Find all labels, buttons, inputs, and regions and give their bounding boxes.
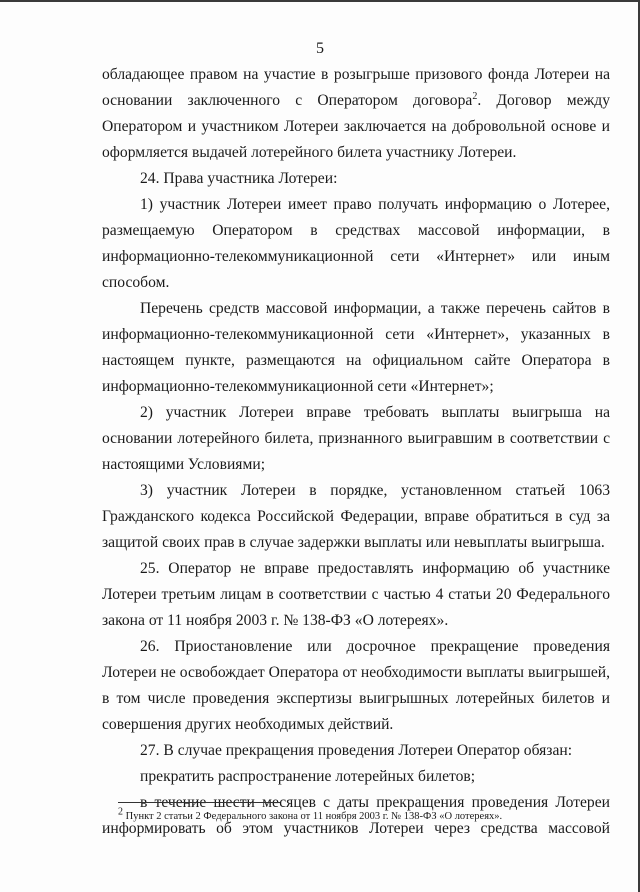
paragraph-text: 25. Оператор не вправе предоставлять информацию об участнике Лотереи третьим лицам в соответствии с частью 4 статьи 20 Федерального закона от 11 ноября 2003 г. № 138-ФЗ «О лотереях».	[102, 560, 610, 629]
paragraph-p-24-3	[102, 478, 610, 556]
paragraph-text: Перечень средств массовой информации, а также перечень сайтов в информационно-телекоммуникационной сети «Интернет», указанных в настоящем пункте, размещаются на официальном сайте Оператора в информационно-телекоммуникационной сети «Интернет»;	[102, 300, 610, 395]
paragraph-p-24-2	[102, 400, 610, 478]
scan-edge-top	[0, 0, 640, 2]
paragraph-p-list	[102, 296, 610, 400]
paragraph-text: 3) участник Лотереи в порядке, установленном статьей 1063 Гражданского кодекса Российской Федерации, вправе обратиться в суд за защитой своих прав в случае задержки выплаты или невыплаты выигрыша.	[102, 482, 610, 551]
paragraph-text: обладающее правом на участие в розыгрыше призового фонда Лотереи на основании заключенного с Оператором договора	[102, 66, 610, 109]
paragraph-p-27	[102, 738, 610, 764]
paragraph-p-26	[102, 634, 610, 738]
paragraph-text: 26. Приостановление или досрочное прекращение проведения Лотереи не освобождает Оператора от необходимости выплаты выигрышей, в том числе проведения экспертизы выигрышных лотерейных билетов и совершения других необходимых действий.	[102, 638, 610, 733]
paragraph-text: 1) участник Лотереи имеет право получать информацию о Лотерее, размещаемую Оператором в средствах массовой информации, в информационно-телекоммуникационной сети «Интернет» или иным способом.	[102, 196, 610, 291]
paragraph-text-tail: . Договор между Оператором и участником Лотереи заключается на добровольной основе и оформляется выдачей лотерейного билета участнику Лотереи.	[102, 92, 610, 161]
footnote-reference: 2	[472, 90, 478, 102]
footnote	[118, 806, 598, 824]
paragraph-text: 24. Права участника Лотереи:	[140, 170, 338, 187]
footnote-text: Пункт 2 статьи 2 Федерального закона от 11 ноября 2003 г. № 138-ФЗ «О лотереях».	[123, 811, 503, 822]
paragraph-text: 27. В случае прекращения проведения Лотереи Оператор обязан:	[140, 742, 573, 759]
paragraph-text: прекратить распространение лотерейных билетов;	[140, 768, 476, 785]
document-body	[102, 62, 610, 842]
paragraph-p-24	[102, 166, 610, 192]
paragraph-p-24-1	[102, 192, 610, 296]
paragraph-p-cont	[102, 62, 610, 166]
paragraph-p-25	[102, 556, 610, 634]
page-number: 5	[316, 40, 324, 57]
paragraph-p-27-a	[102, 764, 610, 790]
paragraph-text: 2) участник Лотереи вправе требовать выплаты выигрыша на основании лотерейного билета, признанного выигравшим в соответствии с настоящими Условиями;	[102, 404, 610, 473]
footnote-divider	[118, 802, 280, 803]
footnote-marker: 2	[118, 806, 123, 818]
paragraph-text: в течение шести месяцев с даты прекращения проведения Лотереи информировать об этом участников Лотереи через средства массовой	[102, 794, 610, 837]
